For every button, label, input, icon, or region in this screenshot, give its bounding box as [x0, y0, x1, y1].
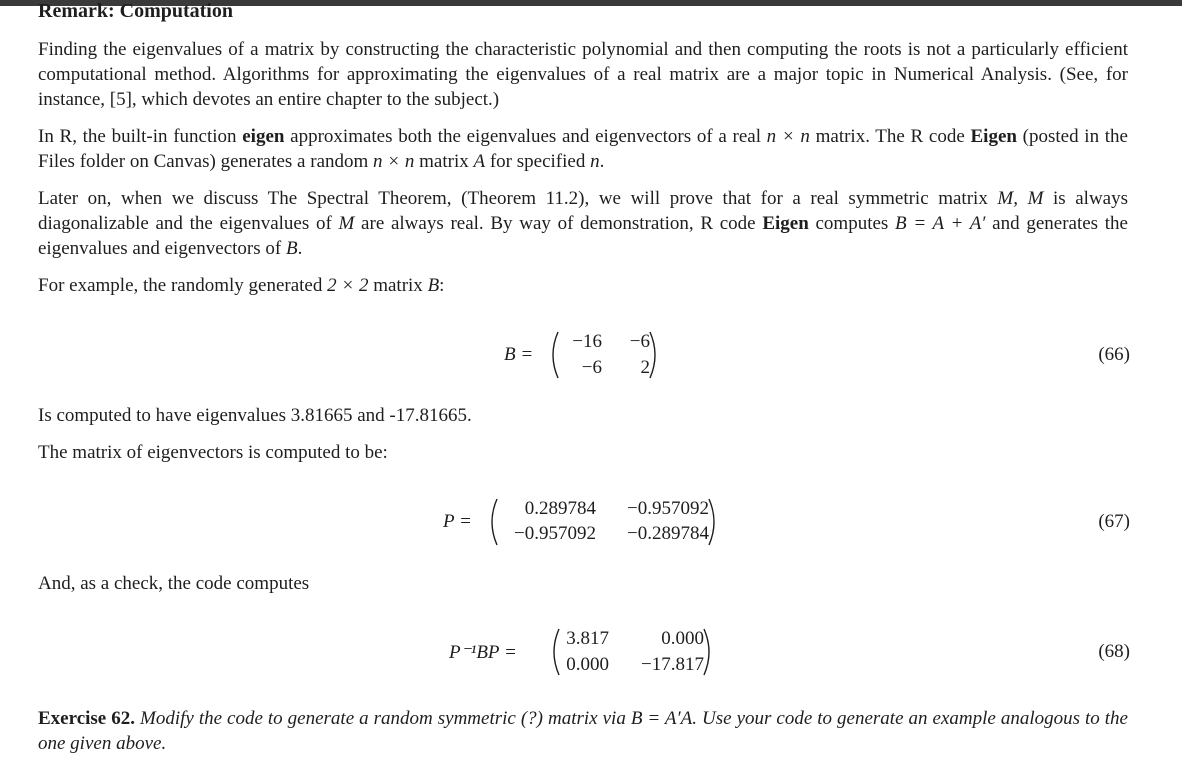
text: . — [599, 151, 605, 172]
text: Later on, when we discuss The Spectral Theorem, (Theorem 11.2), we will prove that for a real symmetric matrix — [38, 188, 998, 209]
text: for specified — [485, 151, 591, 172]
matrix-cell: −16 — [572, 331, 602, 352]
matrix-cell: 0.000 — [661, 628, 704, 649]
text: approximates both the eigenvalues and eigenvectors of a real — [284, 126, 767, 147]
math-n: n — [590, 151, 600, 172]
math-b-equals: B = A′A — [630, 708, 693, 729]
math-2-by-2: 2 × 2 — [327, 275, 369, 296]
paragraph-eigenvalues: Is computed to have eigenvalues 3.81665 and -17.81665. — [38, 405, 472, 426]
eigen-code-name: Eigen — [762, 213, 809, 234]
text: : — [439, 275, 445, 296]
math-b: B — [285, 238, 298, 259]
exercise-label: Exercise 62. — [38, 708, 135, 729]
math-m: M, M — [997, 188, 1044, 209]
text: matrix — [368, 275, 428, 296]
text: . — [297, 238, 303, 259]
math-m: M — [338, 213, 355, 234]
math-a: A — [473, 151, 486, 172]
matrix-cell: 0.000 — [566, 654, 609, 675]
paragraph-eigenvector-matrix: The matrix of eigenvectors is computed to be: — [38, 442, 388, 463]
paragraph-r-eigen — [38, 124, 1128, 174]
math-n-by-n: n × n — [373, 151, 415, 172]
equation-number-66: (66) — [1098, 344, 1130, 365]
matrix-cell: −17.817 — [641, 654, 704, 675]
text: matrix — [414, 151, 474, 172]
text: (posted in the Files folder on Canvas) generates a random — [38, 126, 1128, 172]
exercise-text: . Use your code to generate an example analogous to the one given above. — [38, 708, 1128, 754]
paragraph-spectral-theorem — [38, 186, 1128, 261]
equation-lhs: B = — [504, 344, 534, 365]
text: In R, the built-in function — [38, 126, 243, 147]
matrix-cell: 0.289784 — [524, 498, 596, 519]
matrix-cell: 2 — [640, 357, 650, 378]
section-heading: Remark: Computation — [38, 0, 233, 22]
math-n-by-n: n × n — [766, 126, 810, 147]
exercise-text: Modify the code to generate a random symmetric (?) matrix via — [135, 708, 631, 729]
equation-number-68: (68) — [1098, 641, 1130, 662]
eigen-function: eigen — [242, 126, 285, 147]
left-paren-icon — [548, 330, 560, 380]
text: For example, the randomly generated — [38, 275, 328, 296]
equation-lhs: P⁻¹BP = — [449, 642, 517, 663]
exercise-62 — [38, 706, 1128, 756]
paragraph-check: And, as a check, the code computes — [38, 573, 310, 594]
math-b: B — [427, 275, 440, 296]
text: matrix. The R code — [809, 126, 971, 147]
equation-lhs: P = — [443, 511, 472, 532]
matrix-cell: −6 — [629, 331, 650, 352]
matrix-cell: −0.289784 — [627, 523, 709, 544]
text: is always diagonalizable and the eigenvalues of — [38, 188, 1129, 234]
matrix-cell: −0.957092 — [627, 498, 709, 519]
matrix-cell: −6 — [581, 357, 602, 378]
right-paren-icon — [702, 627, 714, 677]
text: are always real. By way of demonstration, R code — [354, 213, 763, 234]
paragraph-example — [38, 273, 1128, 298]
matrix-cell: 3.817 — [566, 628, 609, 649]
eigen-code-name: Eigen — [970, 126, 1017, 147]
text: computes — [808, 213, 896, 234]
math-b-equals: B = A + A′ — [895, 213, 986, 234]
equation-number-67: (67) — [1098, 511, 1130, 532]
paragraph-computation: Finding the eigenvalues of a matrix by constructing the characteristic polynomial and then computing the roots is not a particularly efficient computational method. Algorithms for approximating the eigenvalues of a real matrix are a major topic in Numerical Analysis. (See, for instance, [5], which devotes an entire chapter to the subject.) — [38, 39, 1128, 110]
right-paren-icon — [648, 330, 660, 380]
right-paren-icon — [707, 497, 719, 547]
text: and generates the eigenvalues and eigenvectors of — [38, 213, 1128, 259]
matrix-cell: −0.957092 — [514, 523, 596, 544]
